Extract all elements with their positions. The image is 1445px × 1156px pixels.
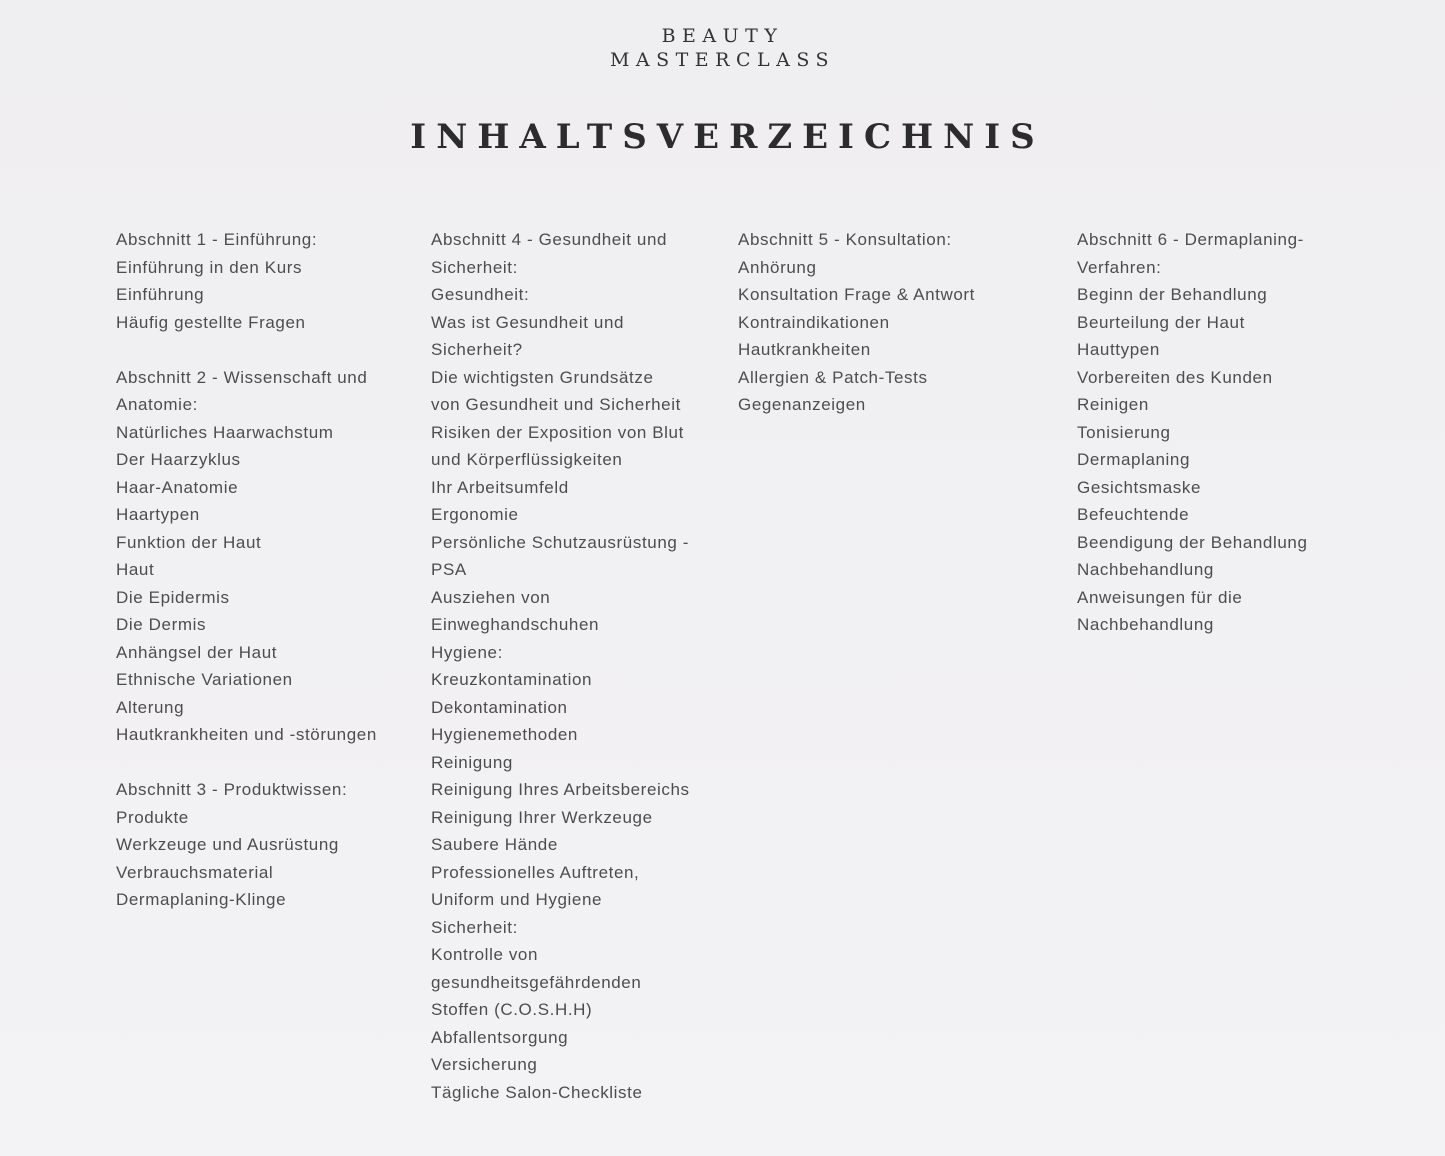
toc-entry: Werkzeuge und Ausrüstung: [116, 835, 339, 854]
toc-column-4: [1077, 226, 1377, 639]
toc-entry: Sicherheit:: [431, 257, 518, 277]
toc-entry: Anhängsel der Haut: [116, 642, 278, 662]
toc-entry: Haut: [116, 560, 155, 579]
brand-name-line-1: BEAUTY: [661, 25, 784, 47]
toc-entry: Verbrauchsmaterial: [116, 862, 274, 882]
toc-entry: Beurteilung der Haut: [1077, 312, 1245, 332]
brand-name-line-2: MASTERCLASS: [609, 49, 836, 71]
toc-entry: gesundheitsgefährdenden: [431, 972, 642, 992]
toc-entry: Hautkrankheiten: [738, 340, 871, 359]
toc-entry: Uniform und Hygiene: [431, 890, 603, 909]
section-spacer: [116, 336, 416, 364]
toc-entry: Kreuzkontamination: [431, 670, 593, 689]
toc-column-2: [431, 226, 721, 1106]
toc-entry: Hygienemethoden: [431, 725, 578, 744]
toc-entry: Tonisierung: [1077, 422, 1171, 442]
toc-entry: Was ist Gesundheit und: [431, 312, 625, 332]
toc-entry: Gesundheit:: [431, 285, 530, 304]
toc-entry: Kontrolle von: [431, 945, 539, 964]
toc-entry: Nachbehandlung: [1077, 560, 1214, 579]
toc-entry: Hautkrankheiten und -störungen: [116, 725, 377, 744]
toc-entry: Dekontamination: [431, 697, 568, 717]
toc-column-3: [738, 226, 1038, 419]
toc-entry: Ethnische Variationen: [116, 670, 293, 689]
toc-entry: Reinigung Ihres Arbeitsbereichs: [431, 780, 690, 799]
toc-column-1: [116, 226, 416, 914]
toc-entry: Dermaplaning-Klinge: [116, 890, 287, 909]
toc-entry: Beginn der Behandlung: [1077, 285, 1268, 304]
toc-entry: Anhörung: [738, 257, 817, 277]
toc-entry: Ergonomie: [431, 505, 519, 524]
toc-entry: von Gesundheit und Sicherheit: [431, 395, 681, 414]
toc-entry: Funktion der Haut: [116, 532, 262, 552]
toc-section-heading: Abschnitt 3 - Produktwissen:: [116, 780, 348, 799]
toc-entry: Hauttypen: [1077, 340, 1160, 359]
toc-entry: Kontraindikationen: [738, 312, 890, 332]
toc-section-heading: Abschnitt 2 - Wissenschaft und: [116, 367, 368, 387]
toc-entry: Abfallentsorgung: [431, 1027, 569, 1047]
toc-section-heading: Abschnitt 4 - Gesundheit und: [431, 230, 668, 249]
toc-entry: Anatomie:: [116, 395, 198, 414]
toc-entry: Natürliches Haarwachstum: [116, 422, 334, 442]
toc-entry: Saubere Hände: [431, 835, 558, 854]
toc-entry: Gesichtsmaske: [1077, 477, 1202, 497]
toc-entry: Beendigung der Behandlung: [1077, 532, 1308, 552]
toc-entry: Risiken der Exposition von Blut: [431, 422, 684, 442]
toc-entry: Professionelles Auftreten,: [431, 862, 640, 882]
toc-entry: Die wichtigsten Grundsätze: [431, 367, 654, 387]
toc-entry: Allergien & Patch-Tests: [738, 367, 928, 387]
toc-entry: und Körperflüssigkeiten: [431, 450, 623, 469]
toc-entry: Haar-Anatomie: [116, 477, 239, 497]
toc-entry: Produkte: [116, 807, 189, 827]
toc-entry: Einführung: [116, 285, 205, 304]
toc-entry: Sicherheit:: [431, 917, 518, 937]
toc-entry: PSA: [431, 560, 467, 579]
toc-section-heading: Abschnitt 6 - Dermaplaning-: [1077, 230, 1304, 249]
toc-section-heading: Abschnitt 1 - Einführung:: [116, 230, 318, 249]
toc-entry: Die Dermis: [116, 615, 207, 634]
toc-entry: Stoffen (C.O.S.H.H): [431, 1000, 593, 1019]
toc-entry: Konsultation Frage & Antwort: [738, 285, 975, 304]
toc-entry: Reinigung: [431, 752, 513, 772]
toc-entry: Haartypen: [116, 505, 200, 524]
toc-entry: Vorbereiten des Kunden: [1077, 367, 1273, 387]
toc-entry: Persönliche Schutzausrüstung -: [431, 532, 690, 552]
toc-entry: Reinigen: [1077, 395, 1149, 414]
toc-entry: Befeuchtende: [1077, 505, 1190, 524]
toc-entry: Ausziehen von: [431, 587, 551, 607]
toc-section-heading: Abschnitt 5 - Konsultation:: [738, 230, 952, 249]
toc-entry: Versicherung: [431, 1055, 538, 1074]
toc-entry: Einweghandschuhen: [431, 615, 600, 634]
toc-entry: Verfahren:: [1077, 257, 1162, 277]
toc-entry: Ihr Arbeitsumfeld: [431, 477, 569, 497]
toc-entry: Nachbehandlung: [1077, 615, 1214, 634]
toc-entry: Alterung: [116, 697, 185, 717]
toc-entry: Reinigung Ihrer Werkzeuge: [431, 807, 653, 827]
page-title: INHALTSVERZEICHNIS: [410, 117, 1045, 157]
toc-entry: Einführung in den Kurs: [116, 257, 303, 277]
toc-entry: Der Haarzyklus: [116, 450, 241, 469]
toc-entry: Dermaplaning: [1077, 450, 1191, 469]
section-spacer: [116, 749, 416, 777]
toc-entry: Häufig gestellte Fragen: [116, 312, 306, 332]
toc-entry: Anweisungen für die: [1077, 587, 1243, 607]
toc-entry: Die Epidermis: [116, 587, 230, 607]
toc-entry: Gegenanzeigen: [738, 395, 866, 414]
toc-entry: Sicherheit?: [431, 340, 523, 359]
toc-entry: Hygiene:: [431, 642, 503, 662]
toc-entry: Tägliche Salon-Checkliste: [431, 1082, 643, 1102]
